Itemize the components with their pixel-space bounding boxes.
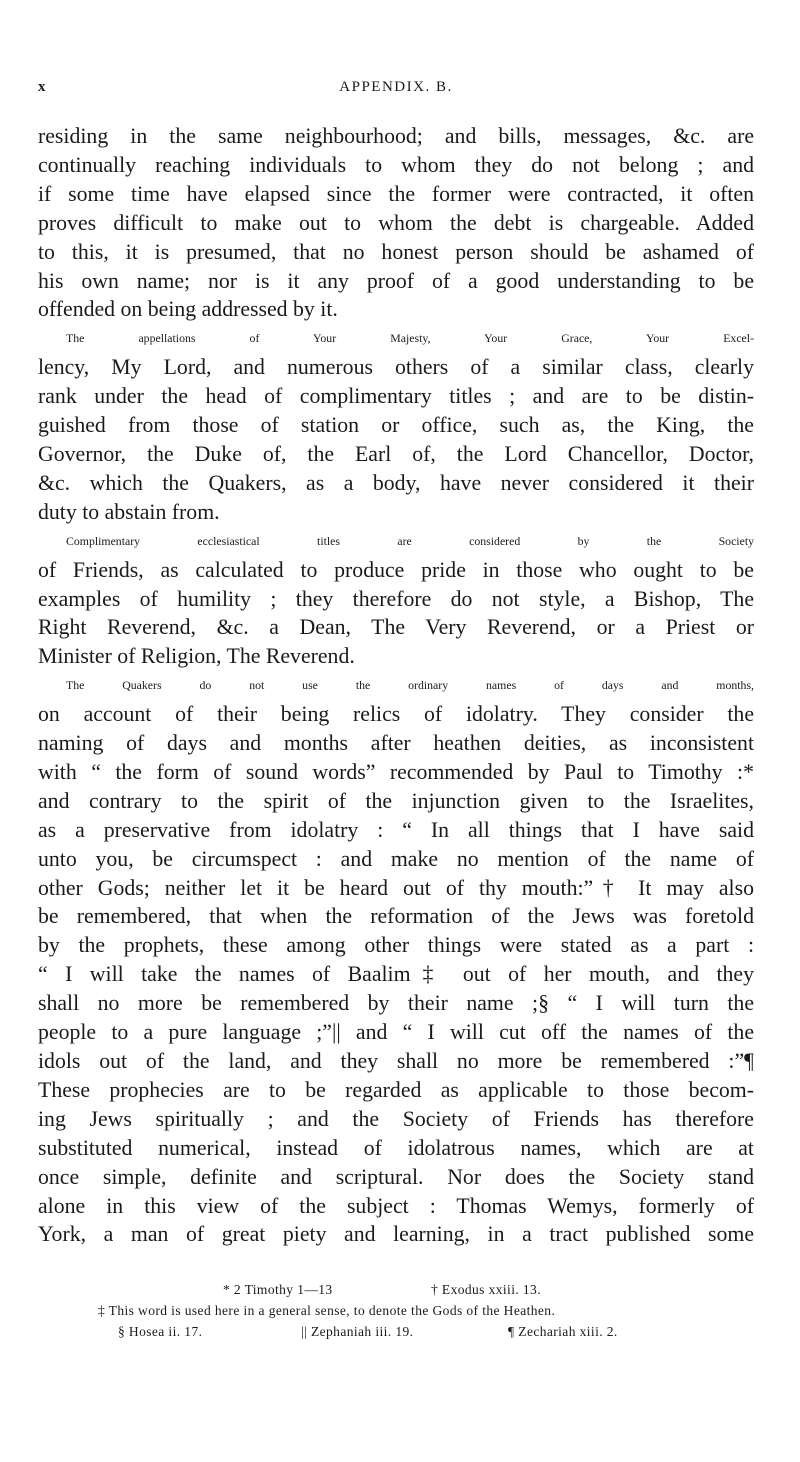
text-line: shall no more be remembered by their name ;§ “ I will turn the	[38, 991, 754, 1016]
footnote: ¶ Zechariah xiii. 2.	[508, 1324, 618, 1339]
paragraph	[38, 671, 754, 1249]
text-line: lency, My Lord, and numerous others of a similar class, clearly	[38, 355, 754, 380]
text-line: unto you, be circumspect : and make no mention of the name of	[38, 846, 754, 871]
text-line: with “ the form of sound words” recommended by Paul to Timothy :*	[38, 759, 754, 784]
text-line: alone in this view of the subject : Thomas Wemys, formerly of	[38, 1193, 754, 1218]
text-line: continually reaching individuals to whom they do not belong ; and	[38, 152, 754, 177]
footnote: ‡ This word is used here in a general sense, to denote the Gods of the Heathen.	[98, 1303, 556, 1318]
footnote: § Hosea ii. 17.	[118, 1324, 203, 1339]
paragraph	[38, 122, 754, 324]
body-text	[38, 122, 754, 1249]
text-line: by the prophets, these among other things were stated as a part :	[38, 933, 754, 958]
text-line: “ I will take the names of Baalim‡ out of her mouth, and they	[38, 962, 754, 987]
text-line: his own name; nor is it any proof of a good understanding to be	[38, 268, 754, 293]
text-line: Complimentary ecclesiastical titles are considered by the Society	[66, 533, 754, 548]
paragraph	[38, 527, 754, 672]
page-number: x	[38, 79, 47, 95]
text-line: residing in the same neighbourhood; and bills, messages, &c. are	[38, 124, 754, 148]
text-line: offended on being addressed by it.	[38, 297, 338, 322]
text-line: to this, it is presumed, that no honest person should be ashamed of	[38, 239, 754, 264]
text-line: duty to abstain from.	[38, 499, 220, 524]
text-line: guished from those of station or office, such as, the King, the	[38, 413, 754, 438]
text-line: The Quakers do not use the ordinary names of days and months,	[66, 678, 754, 693]
footnote: || Zephaniah iii. 19.	[301, 1324, 414, 1339]
text-line: be remembered, that when the reformation of the Jews was foretold	[38, 904, 754, 929]
text-line: once simple, definite and scriptural. Nor does the Society stand	[38, 1164, 754, 1189]
text-line: ing Jews spiritually ; and the Society of Friends has therefore	[38, 1106, 754, 1131]
text-line: people to a pure language ;”|| and “ I will cut off the names of the	[38, 1020, 754, 1045]
footnote-row	[38, 1279, 754, 1300]
text-line: as a preservative from idolatry : “ In all things that I have said	[38, 817, 754, 842]
text-line: if some time have elapsed since the former were contracted, it often	[38, 181, 754, 206]
footnote: † Exodus xxiii. 13.	[431, 1282, 541, 1297]
text-line: of Friends, as calculated to produce pride in those who ought to be	[38, 557, 754, 582]
footnote-row	[38, 1300, 754, 1321]
footnote: * 2 Timothy 1—13	[223, 1282, 333, 1297]
footnotes	[38, 1279, 754, 1342]
paragraph	[38, 324, 754, 526]
text-line: on account of their being relics of idolatry. They consider the	[38, 702, 754, 727]
text-line: Right Reverend, &c. a Dean, The Very Reverend, or a Priest or	[38, 615, 754, 640]
footnote-row	[38, 1321, 754, 1342]
text-line: examples of humility ; they therefore do not style, a Bishop, The	[38, 586, 754, 611]
text-line: York, a man of great piety and learning, in a tract published some	[38, 1222, 754, 1247]
text-line: The appellations of Your Majesty, Your Grace, Your Excel-	[66, 331, 754, 346]
text-line: Minister of Religion, The Reverend.	[38, 644, 355, 669]
text-line: Governor, the Duke of, the Earl of, the Lord Chancellor, Doctor,	[38, 441, 754, 466]
text-line: naming of days and months after heathen deities, as inconsistent	[38, 731, 754, 756]
text-line: other Gods; neither let it be heard out of thy mouth:”† It may also	[38, 875, 754, 900]
text-line: &c. which the Quakers, as a body, have never considered it their	[38, 470, 754, 495]
running-head: APPENDIX. B.	[339, 79, 453, 95]
text-line: rank under the head of complimentary titles ; and are to be distin-	[38, 384, 754, 409]
text-line: substituted numerical, instead of idolatrous names, which are at	[38, 1135, 754, 1160]
text-line: proves difficult to make out to whom the debt is chargeable. Added	[38, 210, 754, 235]
text-line: idols out of the land, and they shall no more be remembered :”¶	[38, 1049, 754, 1073]
page-header	[38, 79, 754, 103]
text-line: and contrary to the spirit of the injunction given to the Israelites,	[38, 788, 754, 813]
text-line: These prophecies are to be regarded as applicable to those becom-	[38, 1077, 754, 1102]
